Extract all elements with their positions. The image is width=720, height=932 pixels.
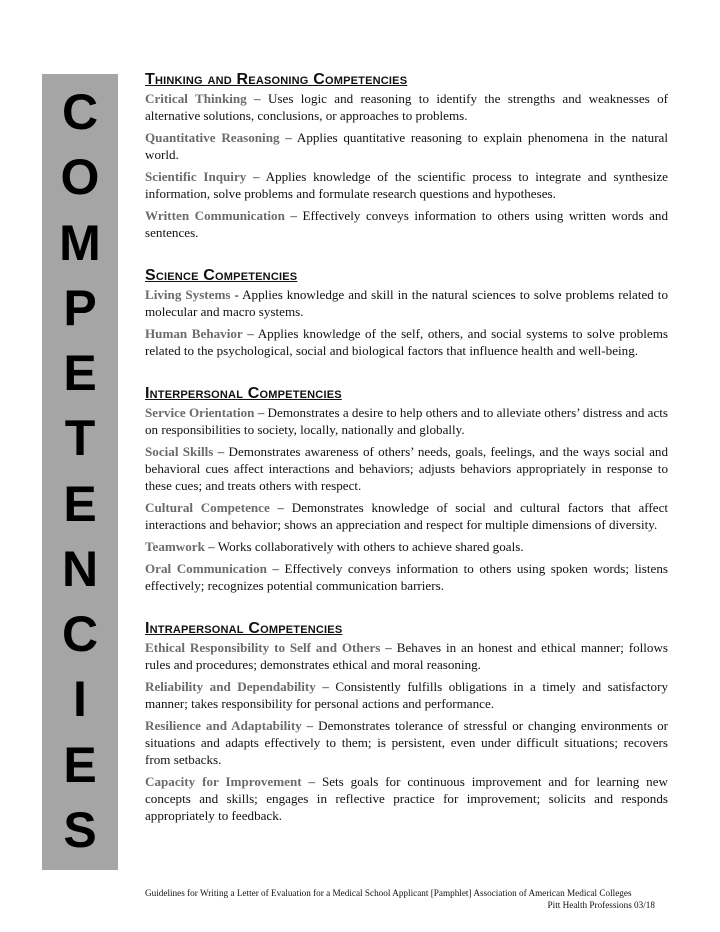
competency-item: [145, 325, 668, 359]
competency-item: [145, 773, 668, 824]
competency-term: Written Communication: [145, 208, 285, 223]
competency-item: [145, 717, 668, 768]
separator: –: [269, 500, 292, 515]
section-title: Science Competencies: [145, 267, 298, 284]
sidebar-letter: N: [61, 540, 99, 597]
competency-description: Effectively conveys information to others using spoken words; listens effectively; recognizes potential communication barriers.: [145, 561, 668, 593]
section-title: Thinking and Reasoning Competencies: [145, 71, 408, 88]
sidebar-letter: E: [63, 736, 97, 793]
separator: –: [301, 774, 322, 789]
separator: –: [246, 169, 266, 184]
sidebar-letter: T: [64, 410, 96, 467]
competency-term: Living Systems: [145, 287, 231, 302]
separator: –: [380, 640, 397, 655]
competency-description: Demonstrates awareness of others’ needs, goals, feelings, and the ways social and behavioral cues affect interactions and behaviors; adjusts behaviors appropriately in response to these cues; and treats others with respect.: [145, 444, 669, 493]
section-thinking-reasoning: [145, 71, 668, 241]
separator: –: [315, 679, 336, 694]
competency-term: Social Skills: [145, 444, 214, 459]
competency-description: Demonstrates a desire to help others and to alleviate others’ distress and acts on responsibilities to society, locally, nationally and globally.: [145, 405, 668, 437]
competencies-sidebar: [42, 74, 118, 870]
competency-item: [145, 538, 668, 555]
separator: –: [254, 405, 268, 420]
competency-description: Uses logic and reasoning to identify the strengths and weaknesses of alternative solutions, conclusions, or approaches to problems.: [145, 91, 668, 123]
sidebar-letter: I: [73, 671, 87, 728]
competency-term: Critical Thinking: [145, 91, 247, 106]
sidebar-letter: E: [63, 475, 97, 532]
footer-citation: [145, 887, 655, 911]
competency-term: Ethical Responsibility to Self and Others: [145, 640, 381, 655]
section-intrapersonal: [145, 620, 668, 824]
competency-description: Demonstrates knowledge of social and cultural factors that affect interactions and behavior; shows an appreciation and respect for multiple dimensions of diversity.: [145, 500, 669, 532]
separator: –: [242, 326, 258, 341]
sidebar-letter: S: [63, 801, 97, 858]
competency-description: Applies knowledge of the self, others, and social systems to solve problems related to the psychological, social and biological factors that influence health and well-being.: [145, 326, 669, 358]
competency-term: Scientific Inquiry: [145, 169, 247, 184]
competency-term: Resilience and Adaptability: [145, 718, 302, 733]
competency-description: Applies knowledge of the scientific process to integrate and synthesize information, solve problems and formulate research questions and hypotheses.: [145, 169, 668, 201]
competency-term: Oral Communication: [145, 561, 267, 576]
competency-item: [145, 168, 668, 202]
competency-description: Consistently fulfills obligations in a timely and satisfactory manner; takes responsibility for personal actions and performance.: [145, 679, 669, 711]
sidebar-letter: P: [63, 279, 97, 336]
separator: -: [230, 287, 243, 302]
competency-term: Service Orientation: [145, 405, 255, 420]
competency-description: Applies quantitative reasoning to explain phenomena in the natural world.: [145, 130, 668, 162]
section-science: [145, 267, 668, 359]
competency-description: Demonstrates tolerance of stressful or changing environments or situations and adapts effectively to them; is persistent, even under difficult situations; recovers from setbacks.: [145, 718, 668, 767]
separator: –: [204, 539, 218, 554]
main-content: [145, 71, 668, 850]
competency-item: [145, 499, 668, 533]
competency-item: [145, 129, 668, 163]
competency-item: [145, 678, 668, 712]
competency-term: Quantitative Reasoning: [145, 130, 280, 145]
section-interpersonal: [145, 385, 668, 594]
sidebar-letter: C: [61, 606, 99, 663]
footer-source: Guidelines for Writing a Letter of Evaluation for a Medical School Applicant [Pamphlet] Association of American Medical Colleges: [145, 888, 632, 898]
competency-item: [145, 560, 668, 594]
competency-description: Effectively conveys information to others using written words and sentences.: [145, 208, 668, 240]
competency-term: Human Behavior: [145, 326, 243, 341]
competency-item: [145, 639, 668, 673]
competency-term: Teamwork: [145, 539, 205, 554]
competency-description: Sets goals for continuous improvement and for learning new concepts and skills; engages in reflective practice for improvement; solicits and responds appropriately to feedback.: [145, 774, 668, 823]
separator: –: [301, 718, 319, 733]
separator: –: [284, 208, 303, 223]
sidebar-letter: M: [59, 214, 101, 271]
separator: –: [279, 130, 297, 145]
sidebar-letter: O: [60, 149, 100, 206]
sidebar-letter: E: [63, 345, 97, 402]
section-title: Interpersonal Competencies: [145, 385, 342, 402]
footer-credit: Pitt Health Professions 03/18: [547, 900, 655, 910]
separator: –: [266, 561, 285, 576]
competency-description: Applies knowledge and skill in the natural sciences to solve problems related to molecular and macro systems.: [145, 287, 668, 319]
competency-term: Reliability and Dependability: [145, 679, 316, 694]
competency-item: [145, 286, 668, 320]
competency-term: Capacity for Improvement: [145, 774, 302, 789]
separator: –: [246, 91, 268, 106]
competency-item: [145, 404, 668, 438]
competency-item: [145, 443, 668, 494]
competency-description: Behaves in an honest and ethical manner; follows rules and procedures; demonstrates ethical and moral reasoning.: [145, 640, 668, 672]
separator: –: [213, 444, 229, 459]
section-title: Intrapersonal Competencies: [145, 620, 343, 637]
competency-item: [145, 207, 668, 241]
competency-item: [145, 90, 668, 124]
competency-term: Cultural Competence: [145, 500, 270, 515]
competency-description: Works collaboratively with others to achieve shared goals.: [217, 539, 524, 554]
sidebar-letter: C: [61, 84, 99, 140]
